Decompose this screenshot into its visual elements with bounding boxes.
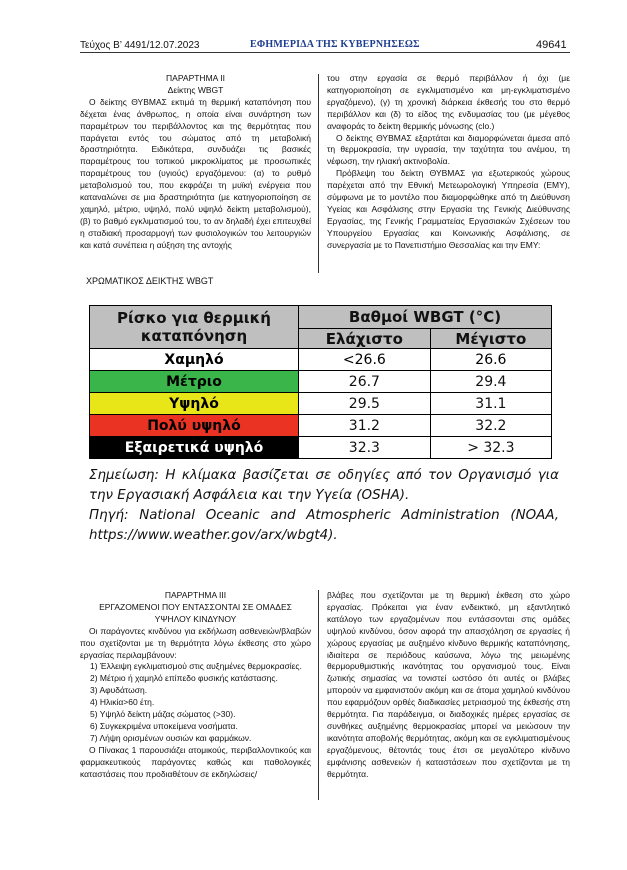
min-value: 32.3 [299,437,431,459]
issue-label: Τεύχος Β’ 4491/12.07.2023 [80,40,200,51]
annex2-right-p1: του στην εργασία σε θερμό περιβάλλον ή όχι (με κατηγοριοποίηση σε εγκλιματισμένο και μη-εγκλιματισμένο εργαζόμενο), (γ) τη χρονική διάρκεια έκθεσής του στο θερμό περιβάλλον και (δ) το είδος της ενδυμασίας του (με μέγεθος αναφοράς το δείκτη θερμικής μόνωσης (clo.) [327,73,570,131]
table-notes [89,466,559,546]
risk-factor-item: 6) Συγκεκριμένα υποκείμενα νοσήματα. [90,720,238,731]
source-note: Πηγή: National Oceanic and Atmospheric Administration (NOAA, https://www.weather.gov/arx/wbgt4). [89,508,559,543]
annex2-right-p3: Πρόβλεψη του δείκτη ΘΥΒΜΑΣ για εξωτερικούς χώρους παρέχεται από την Εθνική Μετεωρολογική Υπηρεσία (ΕΜΥ), σύμφωνα με το μοντέλο που διαμορφώθηκε από τη Διεύθυνση Υγείας και Ασφάλισης στην Εργασία της Γενικής Διεύθυνσης Εργασίας, της Γενικής Γραμματείας Εργασιακών Σχέσεων του Υπουργείου Εργασίας και Κοινωνικής Ασφάλισης, σε συνεργασία με το Πανεπιστήμιο Θεσσαλίας και την ΕΜΥ: [327,168,570,250]
annex3-right-text: βλάβες που σχετίζονται με τη θερμική έκθεση στο χώρο εργασίας. Πρόκειται για έναν ενδεικτικό, μη εξαντλητικό κατάλογο των εργαζομένων που εντάσσονται στις ομάδες υψηλού κινδύνου, όσον αφορά την απασχόληση σε εργασίες ή χώρους εργασίας με αυξημένο κίνδυνο θερμικής καταπόνησης, ιδιαίτερα σε περιόδους καύσωνα, λόγω της μειωμένης θερμορυθμιστικής ικανότητας του οργανισμού τους. Είναι ζωτικής σημασίας να τονιστεί ωστόσο ότι αυτές οι βλάβες μπορούν να εμφανιστούν ακόμη και σε άτομα χαμηλού κινδύνου που εφαρμόζουν ορθές διαδικασίες μετριασμού της έκθεσής στη θερμότητα. Για παράδειγμα, οι διαδοχικές ημέρες εργασίας σε συνθήκες αυξημένης θερμοκρασίας μπορεί να μειώσουν την ικανότητα αποβολής θερμότητας, ακόμη και σε εγκλιματισμένους εργαζόμενους, θέτοντάς τους έτσι σε μεγαλύτερο κίνδυνο εμφάνισης ασθενειών ή καταστάσεων που σχετίζονται με τη θερμότητα. [327,590,570,779]
annex2-left-paragraph: Ο δείκτης ΘΥΒΜΑΣ εκτιμά τη θερμική καταπόνηση που δέχεται ένας άνθρωπος, η οποία είναι συνάρτηση των παραμέτρων του περιβάλλοντος και της θερμότητας που παράγεται εντός του σώματος από τη μεταβολική δραστηριότητα. Ειδικότερα, συνδυάζει τις βασικές παραμέτρους του τοπικού μικροκλίματος με προσωπικές παραμέτρους του (υγιούς) εργαζόμενου: (α) το ρυθμό μεταβολισμού του, που εκφράζει τη μυϊκή ενέργεια που καταναλώνει σε μια δραστηριότητα (με κατηγοριοποίηση σε χαμηλό, μέτριο, υψηλό, πολύ υψηλό δείκτη μεταβολισμού), (β) το βαθμό εγκλιματισμού του, το αν δηλαδή έχει επιτευχθεί η σταδιακή προσαρμογή των φυσιολογικών του λειτουργιών και κατά συνέπεια η αύξηση της αντοχής [80,96,311,250]
risk-factor-item: 4) Ηλικία>60 έτη. [90,697,155,708]
table-row [90,371,552,393]
table-row [90,437,552,459]
annex3-table1-text: Ο Πίνακας 1 παρουσιάζει ατομικούς, περιβαλλοντικούς και φαρμακευτικούς παράγοντες καθώς και παθολογικές καταστάσεις που προδιαθέτουν σε εκδηλώσεις/ [80,744,311,779]
table-row [90,349,552,371]
table-row [90,393,552,415]
max-value: 32.2 [430,415,551,437]
risk-level-moderate: Μέτριο [90,371,299,393]
wbgt-table-caption: ΧΡΩΜΑΤΙΚΟΣ ΔΕΙΚΤΗΣ WBGT [86,276,214,286]
annex3-left-column [80,590,311,781]
annex3-title: ΠΑΡΑΡΤΗΜΑ ΙΙΙ [164,590,227,600]
column-divider-top [318,74,319,273]
risk-level-low: Χαμηλό [90,349,299,371]
wbgt-table [89,305,552,459]
annex3-right-column [327,590,570,781]
max-value: 31.1 [430,393,551,415]
annex2-left-column [80,73,311,252]
risk-header: Ρίσκο για θερμική καταπόνηση [90,306,299,349]
scale-note: Σημείωση: Η κλίμακα βασίζεται σε οδηγίες από τον Οργανισμό για την Εργασιακή Ασφάλεια και την Υγεία (OSHA). [89,468,559,503]
max-header: Μέγιστο [430,329,551,349]
risk-factor-item: 5) Υψηλό δείκτη μάζας σώματος (>30). [90,709,236,720]
risk-level-extreme: Εξαιρετικά υψηλό [90,437,299,459]
max-value: 29.4 [430,371,551,393]
annex3-subtitle: ΕΡΓΑΖΟΜΕΝΟΙ ΠΟΥ ΕΝΤΑΣΣΟΝΤΑΙ ΣΕ ΟΜΑΔΕΣ ΥΨΗΛΟΥ ΚΙΝΔΥΝΟΥ [99,601,292,624]
table-row [90,415,552,437]
gazette-title: ΕΦΗΜΕΡΙΔΑ ΤΗΣ ΚΥΒΕΡΝΗΣΕΩΣ [250,39,420,50]
page-number: 49641 [536,39,567,51]
min-value: 31.2 [299,415,431,437]
risk-factor-item: 3) Αφυδάτωση. [90,685,148,696]
risk-factor-item: 7) Λήψη ορισμένων ουσιών και φαρμάκων. [90,732,252,743]
min-value: <26.6 [299,349,431,371]
min-value: 29.5 [299,393,431,415]
annex2-right-p2: Ο δείκτης ΘΥΒΜΑΣ εξαρτάται και διαμορφώνεται άμεσα από τη θερμοκρασία, την υγρασία, την ταχύτητα του ανέμου, τη νέφωση, την ηλιακή ακτινοβολία. [327,132,570,167]
risk-level-very-high: Πολύ υψηλό [90,415,299,437]
annex2-right-column [327,73,570,252]
min-value: 26.7 [299,371,431,393]
risk-level-high: Υψηλό [90,393,299,415]
risk-factor-item: 1) Έλλειψη εγκλιματισμού στις αυξημένες θερμοκρασίες. [90,661,302,672]
column-divider-bottom [318,590,319,800]
degrees-header: Βαθμοί WBGT (°C) [299,306,552,329]
max-value: 26.6 [430,349,551,371]
annex2-title: ΠΑΡΑΡΤΗΜΑ ΙΙ [166,73,225,83]
annex2-subtitle: Δείκτης WBGT [167,84,224,95]
annex3-intro: Οι παράγοντες κινδύνου για εκδήλωση ασθενειών/βλαβών που σχετίζονται με τη θερμότητα λόγω έκθεσης στο χώρο εργασίας περιλαμβάνουν: [80,625,311,660]
header-rule [80,52,570,53]
risk-factor-item: 2) Μέτριο ή χαμηλό επίπεδο φυσικής κατάστασης. [90,673,278,684]
min-header: Ελάχιστο [299,329,431,349]
max-value: > 32.3 [430,437,551,459]
